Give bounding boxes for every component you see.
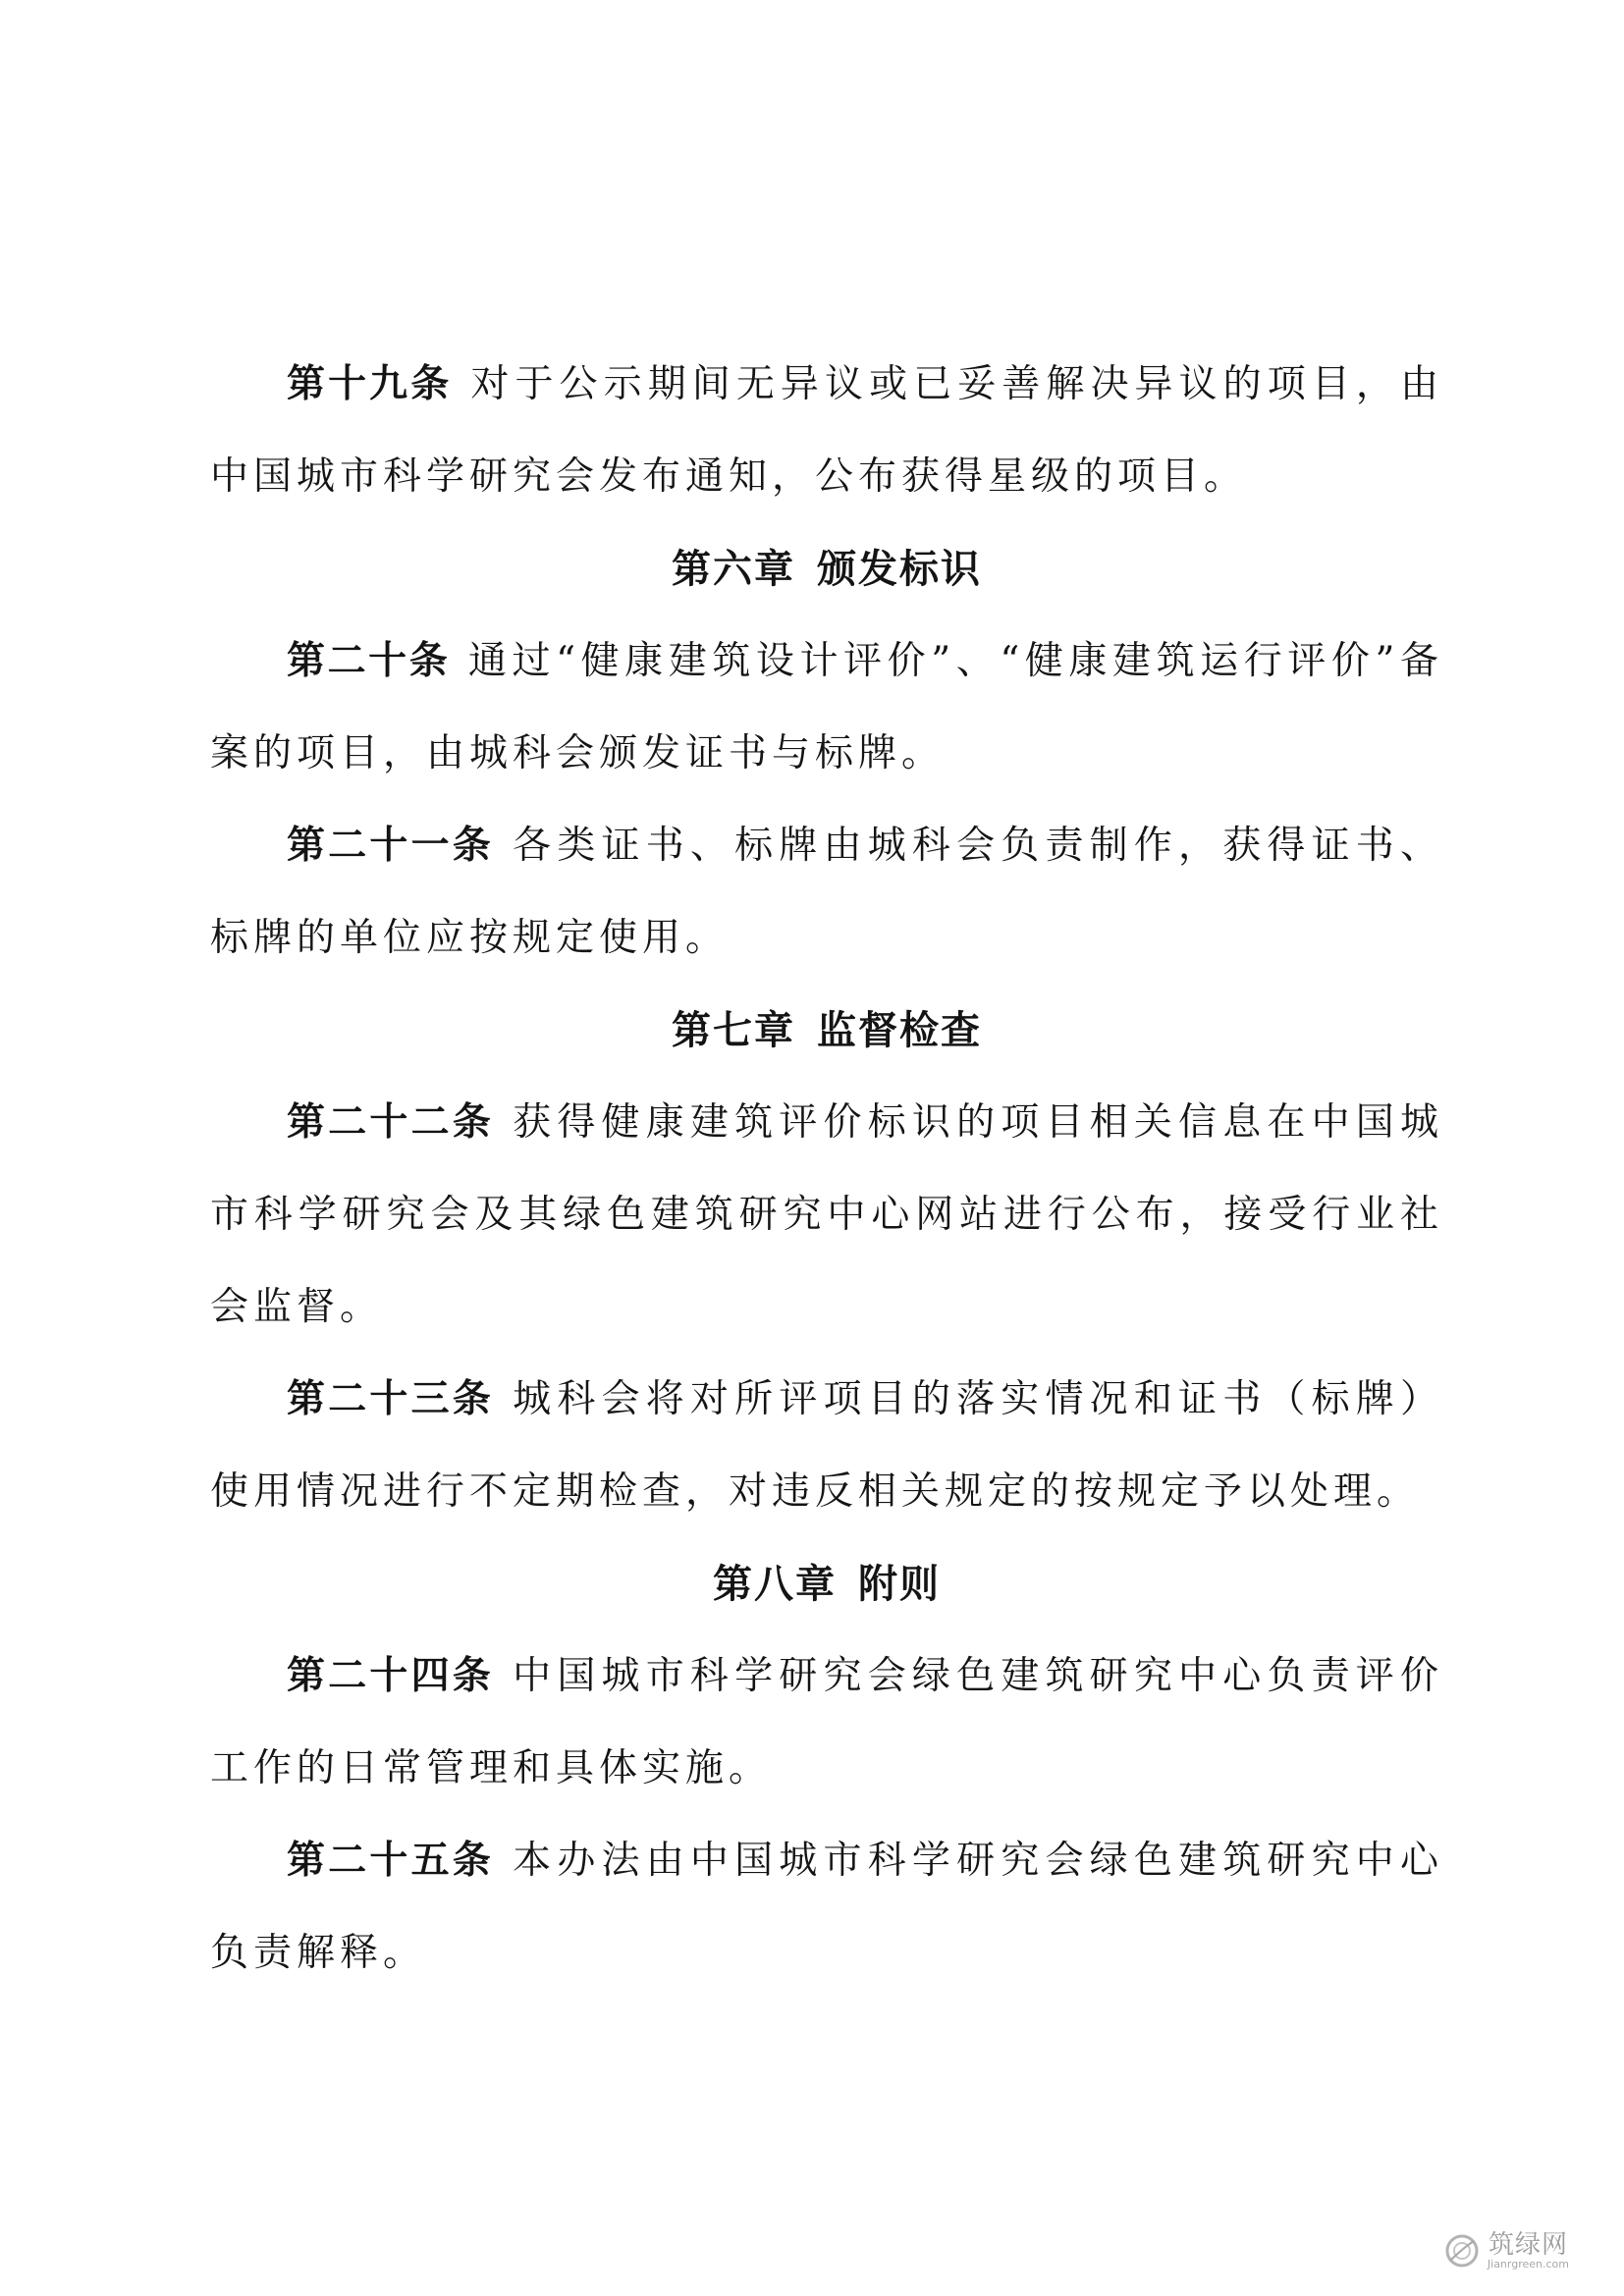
chapter-8-heading [210,1538,1443,1630]
article-label: 第二十一条 [287,824,494,868]
article-label: 第二十二条 [287,1100,494,1145]
watermark-name: 筑绿网 [1488,2230,1568,2260]
article-22 [210,1077,1443,1354]
ring-logo-icon [1442,2231,1482,2270]
article-19 [210,339,1443,523]
article-25 [210,1815,1443,2000]
chapter-title: 监督检查 [817,1008,982,1053]
article-label: 第二十五条 [287,1839,494,1883]
chapter-number: 第七章 [672,1008,795,1053]
article-text: 对于公示期间无异议或已妥善解决异议的项目，由中国城市科学研究会发布通知，公布获得星级的项目。 [210,362,1443,499]
site-watermark [1442,2231,1569,2270]
article-20 [210,615,1443,800]
article-text: 本办法由中国城市科学研究会绿色建筑研究中心负责解释。 [210,1839,1443,1975]
chapter-number: 第八章 [713,1562,837,1607]
article-21 [210,800,1443,985]
watermark-url: Jianrgreen.com [1487,2258,1569,2270]
chapter-7-heading [210,985,1443,1077]
chapter-title: 附则 [858,1562,941,1607]
article-label: 第二十四条 [287,1654,494,1698]
article-label: 第二十条 [287,639,451,683]
article-text: 获得健康建筑评价标识的项目相关信息在中国城市科学研究会及其绿色建筑研究中心网站进行公布，接受行业社会监督。 [210,1100,1443,1329]
document-body [210,339,1443,2000]
article-text: 各类证书、标牌由城科会负责制作，获得证书、标牌的单位应按规定使用。 [210,824,1443,960]
chapter-number: 第六章 [672,547,795,592]
chapter-title: 颁发标识 [817,547,982,592]
chapter-6-heading [210,523,1443,615]
article-text: 中国城市科学研究会绿色建筑研究中心负责评价工作的日常管理和具体实施。 [210,1654,1443,1790]
article-label: 第十九条 [287,362,453,406]
article-text: 城科会将对所评项目的落实情况和证书（标牌）使用情况进行不定期检查，对违反相关规定的按规定予以处理。 [210,1377,1443,1514]
article-text: 通过“健康建筑设计评价”、“健康建筑运行评价”备案的项目，由城科会颁发证书与标牌。 [210,639,1443,775]
article-label: 第二十三条 [287,1377,494,1421]
article-23 [210,1354,1443,1538]
article-24 [210,1630,1443,1815]
watermark-text-group [1488,2231,1569,2270]
